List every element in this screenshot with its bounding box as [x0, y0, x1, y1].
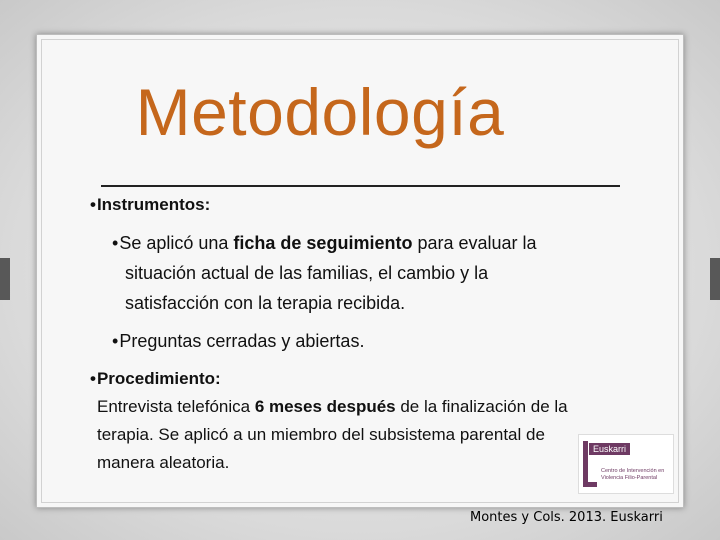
sub-bullet-line-3: satisfacción con la terapia recibida. [125, 293, 406, 313]
para-text-bold: 6 meses después [254, 397, 396, 416]
logo-subtitle: Centro de Intervención en Violencia Filio-Parental [601, 468, 665, 481]
source-credit: Montes y Cols. 2013. Euskarri [470, 510, 663, 525]
left-tab-decoration [0, 258, 10, 300]
bullet-dot: • [112, 331, 119, 351]
sub-bullet-line-1 [112, 228, 667, 258]
bullet-dot: • [112, 233, 119, 253]
bullet-dot: • [90, 195, 96, 214]
sub1-text-bold: ficha de seguimiento [233, 233, 413, 253]
euskarri-logo [578, 434, 674, 494]
sub2-text: Preguntas cerradas y abiertas. [119, 331, 365, 351]
para-text-post: de la finalización de la [395, 397, 568, 416]
para-line-1 [97, 393, 667, 421]
bullet-instrumentos [90, 190, 210, 220]
slide-title: Metodología [135, 75, 505, 149]
sub1-text-post: para evaluar la [412, 233, 537, 253]
sub-bullet-ficha [112, 228, 667, 318]
para-line-2: terapia. Se aplicó a un miembro del subsistema parental de [97, 425, 545, 444]
instrumentos-label: Instrumentos: [96, 195, 211, 214]
logo-name: Euskarri [589, 443, 630, 455]
sub-bullet-preguntas [112, 326, 364, 356]
para-line-3: manera aleatoria. [97, 453, 230, 472]
sub-bullet-line-2: situación actual de las familias, el cambio y la [125, 263, 489, 283]
bullet-dot: • [90, 369, 96, 388]
bullet-procedimiento [90, 364, 221, 394]
sub1-text-pre: Se aplicó una [119, 233, 234, 253]
right-tab-decoration [710, 258, 720, 300]
procedimiento-label: Procedimiento: [96, 369, 221, 388]
para-text-pre: Entrevista telefónica [97, 397, 255, 416]
title-divider [101, 185, 620, 187]
